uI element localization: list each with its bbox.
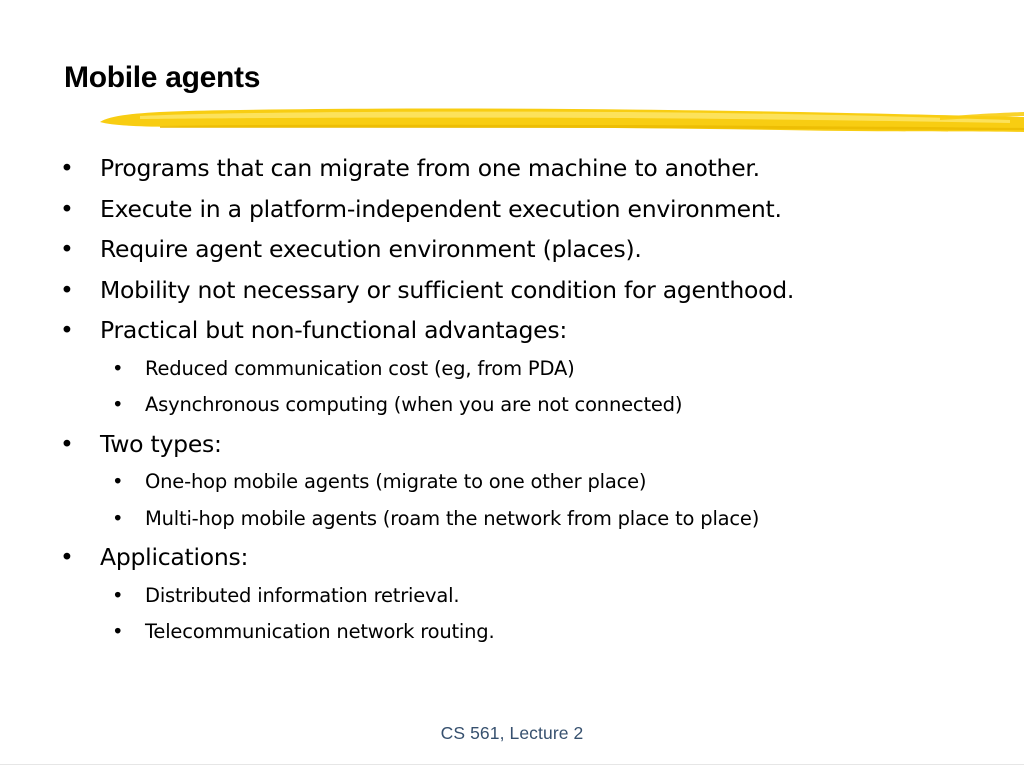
bullet-dot-icon: • bbox=[60, 275, 74, 304]
bullet-text: Applications: bbox=[100, 543, 249, 571]
bullet-text: Require agent execution environment (places). bbox=[100, 235, 642, 263]
bullet-text: Two types: bbox=[100, 429, 222, 458]
bullet-dot-icon: • bbox=[112, 583, 124, 607]
bullet-text: One-hop mobile agents (migrate to one other place) bbox=[145, 470, 647, 493]
bullet-dot-icon: • bbox=[60, 429, 74, 458]
sub-bullet-item bbox=[60, 464, 794, 501]
highlighter-stroke bbox=[0, 100, 1024, 140]
bullet-dot-icon: • bbox=[112, 506, 124, 530]
bullet-dot-icon: • bbox=[112, 470, 124, 493]
footer-divider bbox=[0, 764, 1024, 765]
bullet-dot-icon: • bbox=[60, 194, 74, 223]
bullet-text: Mobility not necessary or sufficient condition for agenthood. bbox=[100, 275, 795, 304]
bullet-text: Multi-hop mobile agents (roam the network from place to place) bbox=[145, 506, 760, 530]
bullet-text: Programs that can migrate from one machine to another. bbox=[100, 154, 760, 182]
bullet-text: Telecommunication network routing. bbox=[145, 620, 495, 643]
bullet-item bbox=[60, 537, 794, 578]
bullet-dot-icon: • bbox=[60, 543, 74, 571]
bullet-text: Distributed information retrieval. bbox=[145, 583, 460, 607]
bullet-dot-icon: • bbox=[112, 356, 124, 380]
bullet-item bbox=[60, 310, 794, 351]
bullet-dot-icon: • bbox=[60, 316, 74, 344]
bullet-item bbox=[60, 229, 794, 270]
bullet-text: Execute in a platform-independent execution environment. bbox=[100, 194, 782, 223]
slide-title: Mobile agents bbox=[64, 61, 261, 94]
bullet-text: Asynchronous computing (when you are not connected) bbox=[145, 393, 683, 416]
bullet-item bbox=[60, 270, 794, 311]
sub-bullet-item bbox=[60, 351, 794, 388]
bullet-dot-icon: • bbox=[60, 235, 74, 263]
bullet-dot-icon: • bbox=[60, 154, 74, 182]
bullet-dot-icon: • bbox=[112, 620, 124, 643]
bullet-item bbox=[60, 189, 794, 230]
sub-bullet-item bbox=[60, 387, 794, 424]
bullet-item bbox=[60, 424, 794, 465]
bullet-list bbox=[60, 148, 794, 651]
bullet-text: Practical but non-functional advantages: bbox=[100, 316, 568, 344]
slide-footer: CS 561, Lecture 2 bbox=[440, 723, 584, 743]
bullet-text: Reduced communication cost (eg, from PDA) bbox=[145, 356, 575, 380]
bullet-dot-icon: • bbox=[112, 393, 124, 416]
sub-bullet-item bbox=[60, 578, 794, 615]
sub-bullet-item bbox=[60, 614, 794, 651]
bullet-item bbox=[60, 148, 794, 189]
sub-bullet-item bbox=[60, 501, 794, 538]
